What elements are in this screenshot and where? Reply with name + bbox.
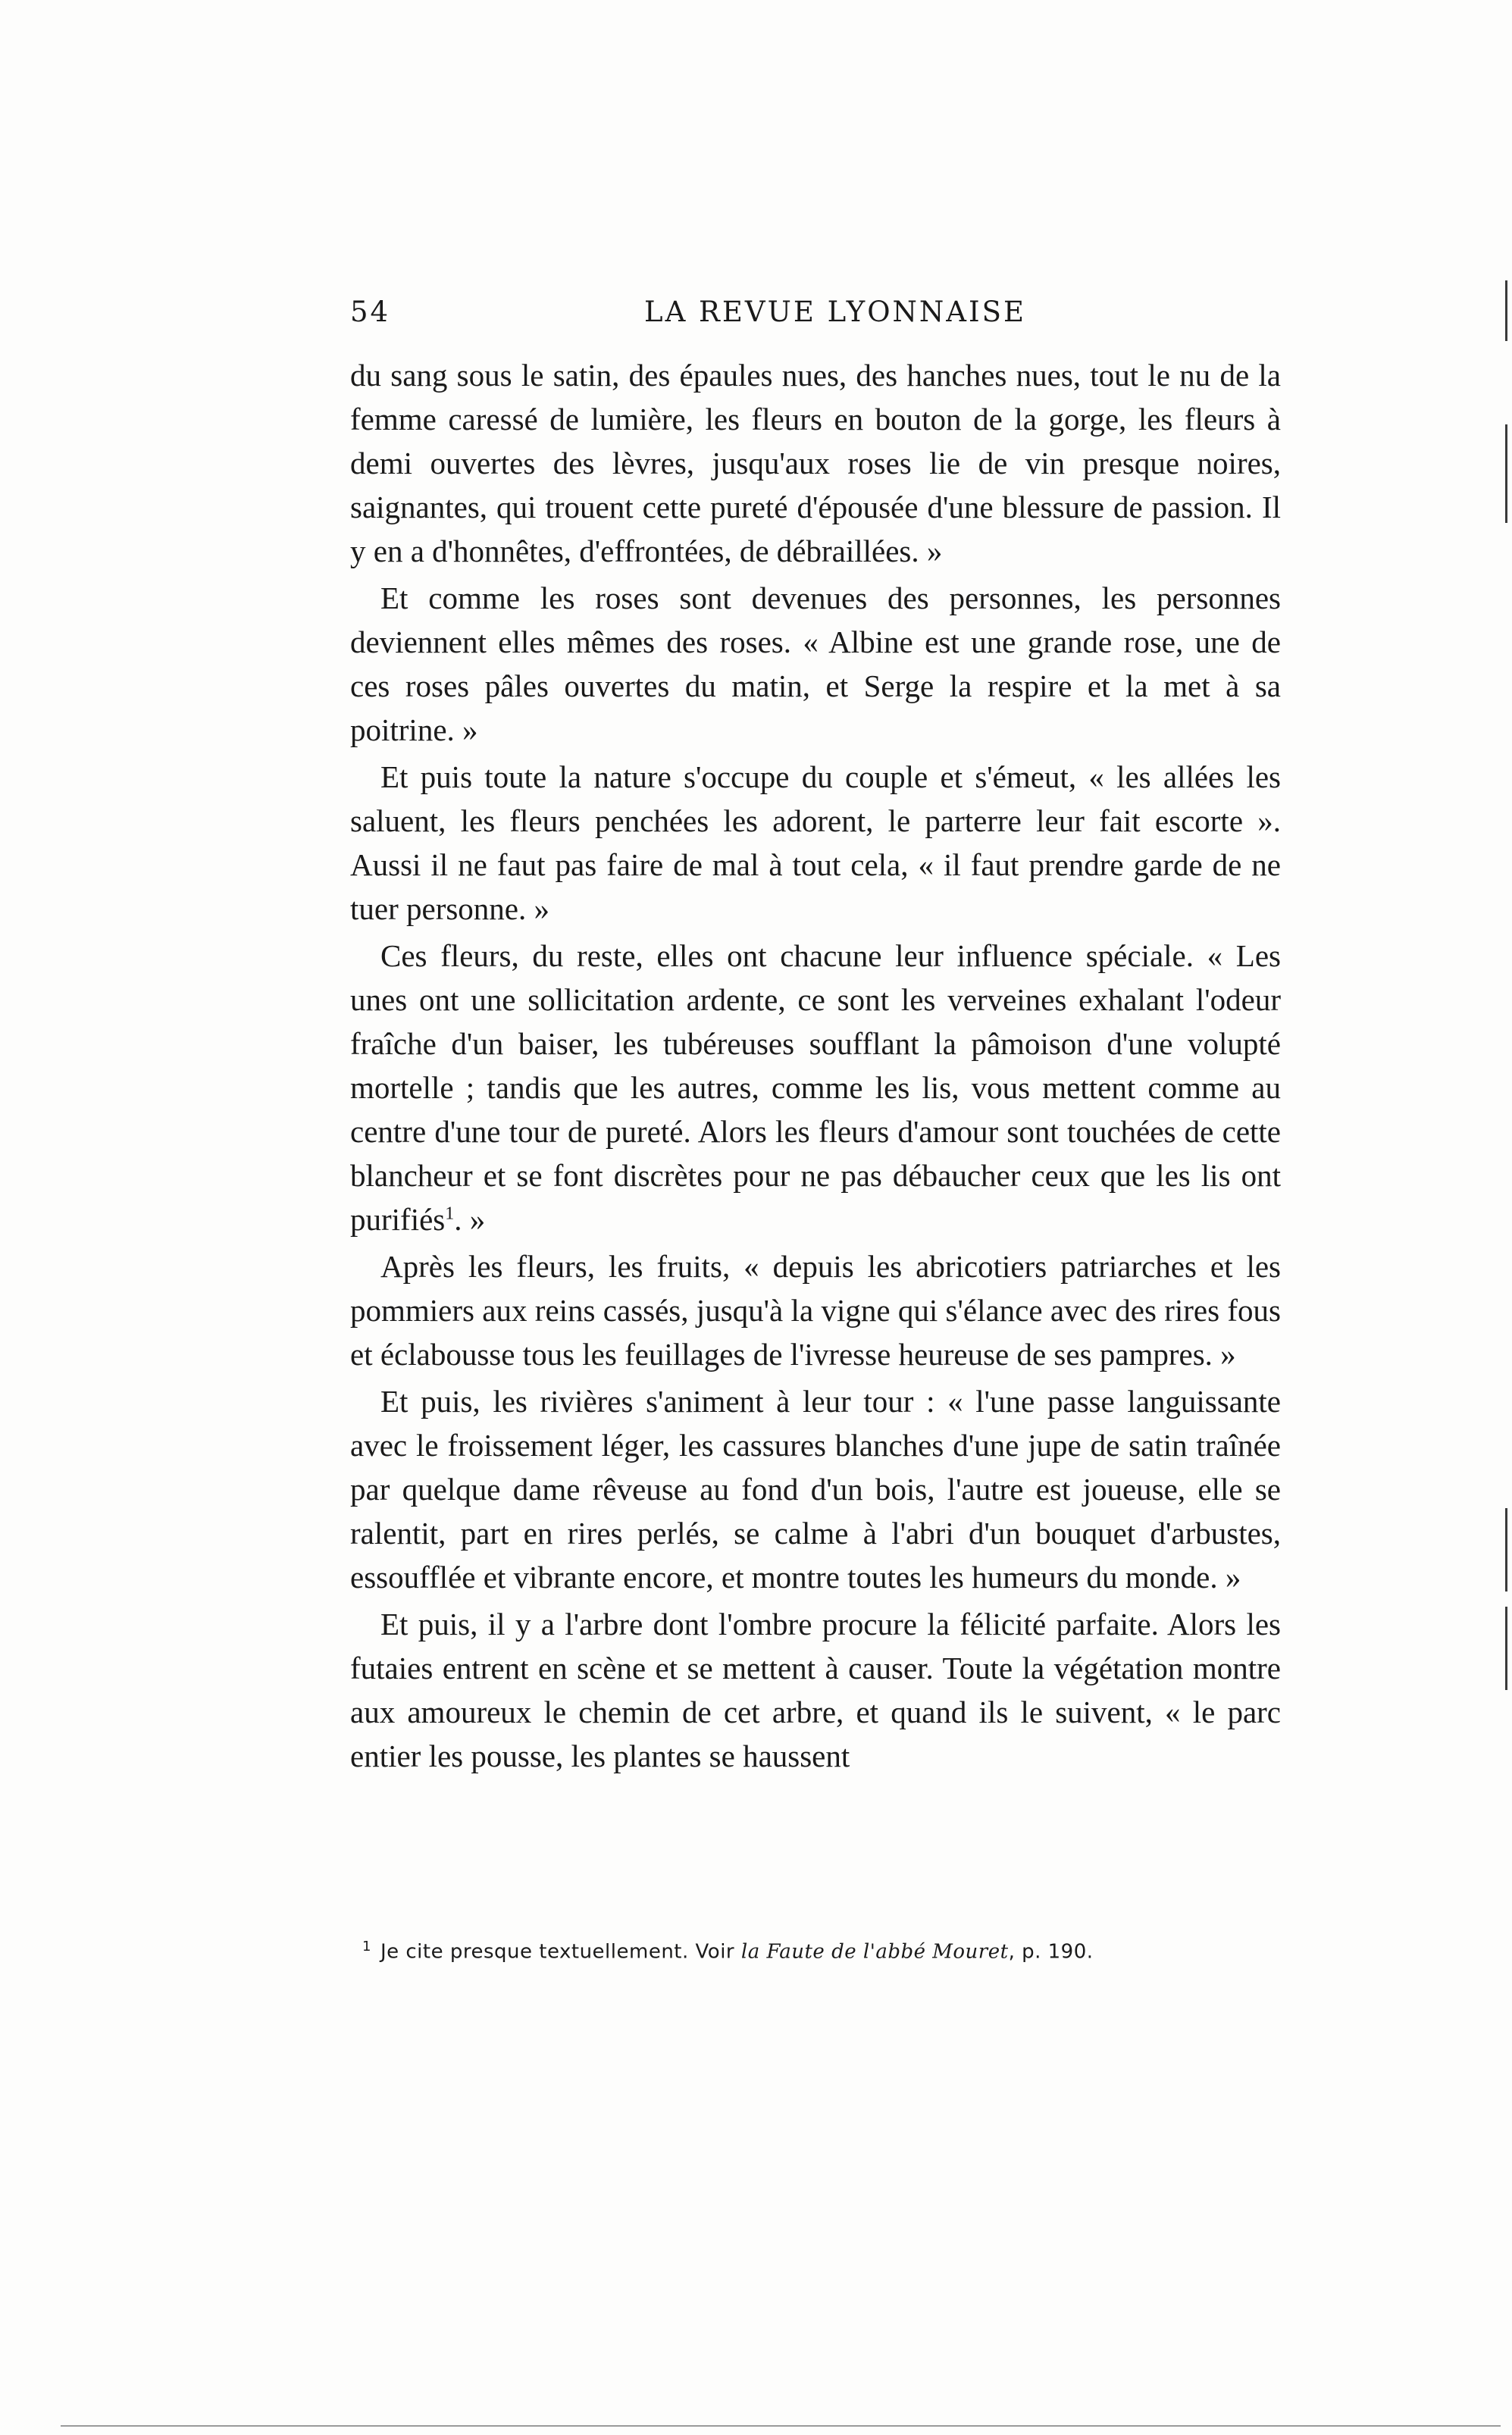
footnote	[362, 1939, 1287, 1964]
paragraph-4	[350, 934, 1281, 1241]
footnote-text-after: , p. 190.	[1008, 1940, 1094, 1964]
scan-edge-mark	[61, 2425, 1501, 2427]
paragraph-7: Et puis, il y a l'arbre dont l'ombre procure la félicité parfaite. Alors les futaies entrent en scène et se mettent à causer. Toute la végétation montre aux amoureux le chemin de cet arbre, et quand ils le suivent, « le parc entier les pousse, les plantes se haussent	[350, 1607, 1281, 1773]
page-number: 54	[350, 296, 391, 328]
paragraph-4-text: Ces fleurs, du reste, elles ont chacune leur influence spéciale. « Les unes ont une sollicitation ardente, ce sont les verveines exhalant l'odeur fraîche d'un baiser, les tubéreuses soufflant la pâmoison d'une volupté mortelle ; tandis que les autres, comme les lis, vous mettent comme au centre d'une tour de pureté. Alors les fleurs d'amour sont touchées de cette blancheur et se font discrètes pour ne pas débaucher ceux que les lis ont purifiés	[350, 938, 1281, 1237]
footnote-marker: 1	[362, 1939, 371, 1955]
paragraph-6: Et puis, les rivières s'animent à leur tour : « l'une passe languissante avec le froissement léger, les cassures blanches d'une jupe de satin traînée par quelque dame rêveuse au fond d'un bois, l'autre est joueuse, elle se ralentit, part en rires perlés, se calme à l'abri d'un bouquet d'arbustes, essoufflée et vibrante encore, et montre toutes les humeurs du monde. »	[350, 1384, 1281, 1595]
scan-edge-mark	[1505, 1508, 1507, 1592]
footnote-book-title: la Faute de l'abbé Mouret	[740, 1940, 1009, 1964]
body-text	[350, 353, 1281, 1781]
running-header	[350, 296, 1281, 341]
paragraph-4-end: . »	[454, 1202, 486, 1237]
scan-edge-mark	[1505, 424, 1507, 523]
footnote-text-before: Je cite presque textuellement. Voir	[380, 1940, 741, 1964]
paragraph-5: Après les fleurs, les fruits, « depuis les abricotiers patriarches et les pommiers aux reins cassés, jusqu'à la vigne qui s'élance avec des rires fous et éclabousse tous les feuillages de l'ivresse heureuse de ses pampres. »	[350, 1249, 1281, 1372]
paragraph-2: Et comme les roses sont devenues des personnes, les personnes deviennent elles mêmes des roses. « Albine est une grande rose, une de ces roses pâles ouvertes du matin, et Serge la respire et la met à sa poitrine. »	[350, 581, 1281, 747]
paragraph-1: du sang sous le satin, des épaules nues, des hanches nues, tout le nu de la femme caressé de lumière, les fleurs en bouton de la gorge, les fleurs à demi ouvertes des lèvres, jusqu'aux roses lie de vin presque noires, saignantes, qui trouent cette pureté d'épousée d'une blessure de passion. Il y en a d'honnêtes, d'effrontées, de débraillées. »	[350, 358, 1281, 568]
running-title: LA REVUE LYONNAISE	[644, 296, 1026, 328]
scan-edge-mark	[1505, 280, 1507, 341]
scan-edge-mark	[1505, 1607, 1507, 1690]
footnote-reference[interactable]: 1	[445, 1203, 455, 1224]
paragraph-3: Et puis toute la nature s'occupe du couple et s'émeut, « les allées les saluent, les fleurs penchées les adorent, le parterre leur fait escorte ». Aussi il ne faut pas faire de mal à tout cela, « il faut prendre garde de ne tuer personne. »	[350, 759, 1281, 926]
